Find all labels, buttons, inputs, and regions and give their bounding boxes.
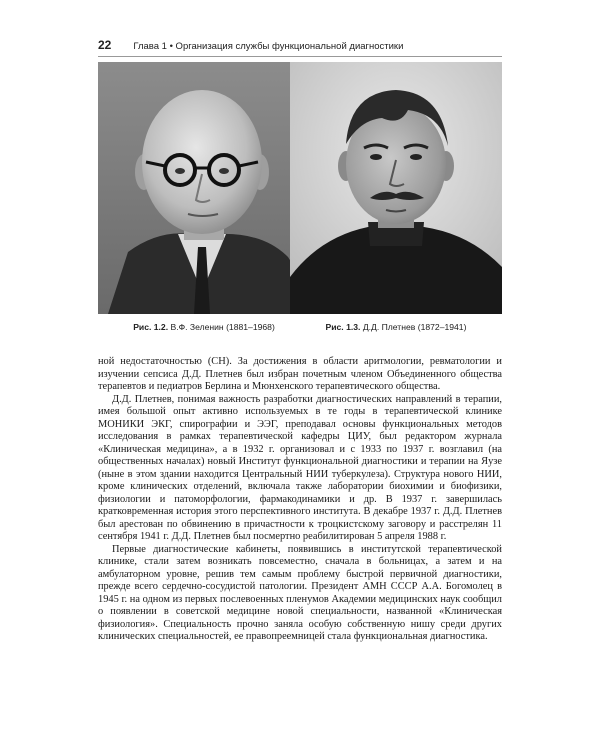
figure-caption-1 bbox=[98, 322, 310, 332]
figure-label: Рис. 1.2. bbox=[133, 322, 169, 332]
figure-label: Рис. 1.3. bbox=[325, 322, 361, 332]
running-title: Глава 1 • Организация службы функциональной диагностики bbox=[133, 41, 404, 52]
figure-caption-text: Д.Д. Плетнев (1872–1941) bbox=[362, 322, 467, 332]
running-header bbox=[98, 38, 518, 54]
paragraph: ной недостаточностью (СН). За достижения в области аритмологии, ревматологии и изучении сепсиса Д.Д. Плетнев был избран почетным членом Объединенного общества терапевтов и педиатров Берлина и Мюнхенского терапевтического общества. bbox=[98, 356, 502, 392]
paragraph: Д.Д. Плетнев, понимая важность разработки диагностических направлений в терапии, имея большой опыт активно используемых в те годы в терапевтической клинике МОНИКИ ЭКГ, спирографии и ЭЭГ, преподавал основы функциональных методов исследования в рамках терапевтической кафедры ЦИУ, был редактором журнала «Клиническая медицина», а в 1932 г. организовал и с 1933 по 1937 г. возглавил (на общественных началах) новый Институт функциональной диагностики и терапии на Яузе (ныне в этом здании находится Центральный НИИ туберкулеза). Структура нового НИИ, кроме клинических отделений, включала также лаборатории биохимии и биофизики, физиологии и патоморфологии, фармакодинамики и др. В 1937 г. завершилась кратковременная история этого перспективного института. В декабре 1937 г. Д.Д. Плетнев был арестован по обвинению в причастности к троцкистскому заговору и расстрелян 11 сентября 1941 г. Д.Д. Плетнев был посмертно реабилитирован 5 апреля 1988 г. bbox=[98, 393, 502, 542]
page-number: 22 bbox=[98, 38, 112, 52]
paragraph: Первые диагностические кабинеты, появившись в институтской терапевтической клинике, стали затем возникать повсеместно, сначала в больницах, а затем и на амбулаторном уровне, решив тем самым проблему быстрой первичной диагностики, прежде всего сердечно-сосудистой патологии. Президент АМН СССР А.А. Богомолец в 1945 г. на одном из первых послевоенных пленумов Академии медицинских наук сообщил о появлении в советской медицине новой специальности, названной «Клиническая физиология». Специальность прочно заняла особую собственную нишу среди других клинических специальностей, ее правопреемницей стала функциональная диагностика. bbox=[98, 543, 502, 642]
figure-caption-text: В.Ф. Зеленин (1881–1968) bbox=[170, 322, 275, 332]
header-divider bbox=[98, 56, 502, 57]
figure-caption-2 bbox=[290, 322, 502, 332]
body-text bbox=[98, 356, 502, 644]
portrait-photo-pletnev bbox=[290, 62, 502, 314]
portrait-photo-zelenin bbox=[98, 62, 310, 314]
